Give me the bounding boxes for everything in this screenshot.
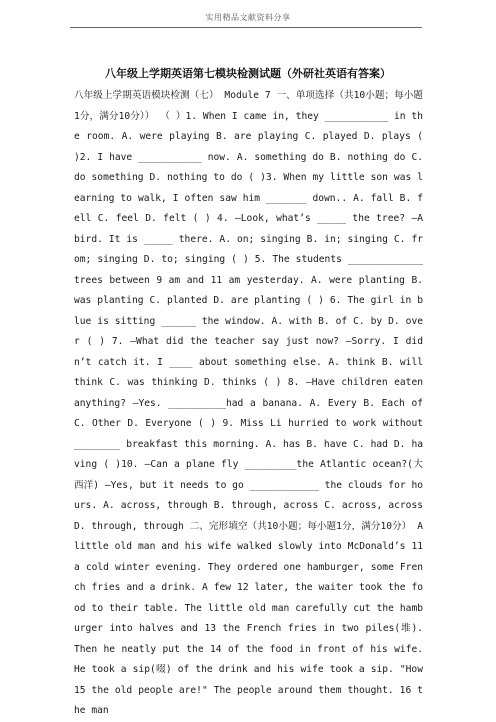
page-header: 实用精品文献资料分享	[205, 13, 291, 22]
document-title: 八年级上学期英语第七模块检测试题（外研社英语有答案）	[105, 67, 391, 80]
document-body: 八年级上学期英语模块检测（七） Module 7 一、单项选择（共10小题；每小题1分，满分10分）） （ ）1. When I came in, they ___________ in the room. A. were playing B. are playing C. played D. plays ( )2. I have ___________ now. A. something do B. nothing do C. do something D. nothing to do ( )3. When my little son was learning to walk, I often saw him _______ down.. A. fall B. fell C. feel D. felt ( ) 4. —Look, what’s _____ the tree? —A bird. It is _____ there. A. on; singing B. in; singing C. from; singing D. to; singing ( ) 5. The students _____________ trees between 9 am and 11 am yesterday. A. were planting B. was planting C. planted D. are planting ( ) 6. The girl in blue is sitting ______ the window. A. with B. of C. by D. over ( ) 7. —What did the teacher say just now? —Sorry. I didn’t catch it. I ____ about something else. A. think B. will think C. was thinking D. thinks ( ) 8. —Have children eaten anything? —Yes. __________had a banana. A. Every B. Each of C. Other D. Everyone ( ) 9. Miss Li hurried to work without ________ breakfast this morning. A. has B. have C. had D. having ( )10. —Can a plane fly _________the Atlantic ocean?(大西洋) —Yes, but it needs to go ____________ the clouds for hours. A. across, through B. through, across C. across, across D. through, through 二、完形填空（共10小题；每小题1分，满分10分） A little old man and his wife walked slowly into McDonald’s 11 a cold winter evening. They ordered one hamburger, some French fries and a drink. A few 12 later, the waiter took the food to their table. The little old man carefully cut the hamburger into halves and 13 the French fries in two piles(堆). Then he neatly put the 14 of the food in front of his wife. He took a sip(啜) of the drink and his wife took a sip. "How 15 the old people are!" The people around them thought. 16 the man	[74, 90, 423, 716]
header-rule	[70, 27, 422, 28]
